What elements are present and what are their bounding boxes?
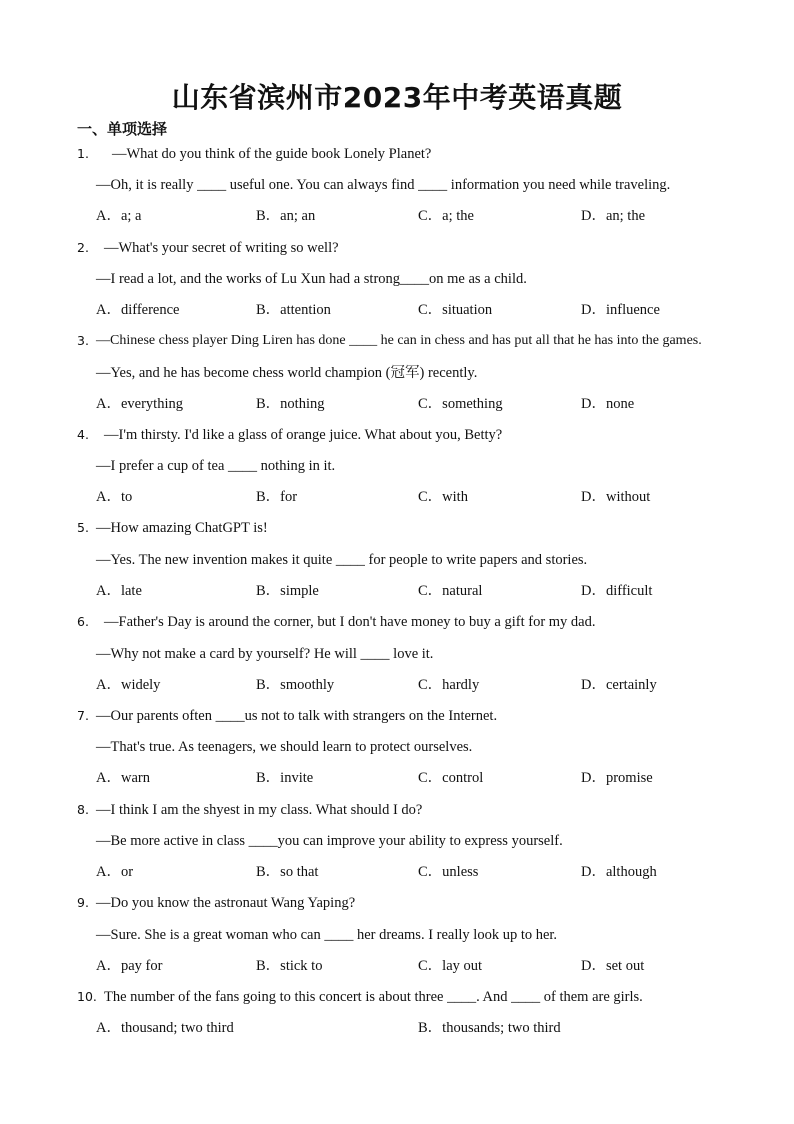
question-number: 6. bbox=[77, 614, 89, 629]
question-text: —I prefer a cup of tea ____ nothing in it. bbox=[96, 458, 336, 474]
option-b[interactable]: B．invite bbox=[256, 770, 314, 786]
option-a[interactable]: A．a; a bbox=[96, 208, 142, 224]
question-text: —Do you know the astronaut Wang Yaping? bbox=[96, 895, 356, 911]
question-text: —That's true. As teenagers, we should learn to protect ourselves. bbox=[96, 739, 473, 755]
question-text: —What's your secret of writing so well? bbox=[104, 240, 339, 256]
page-title: 山东省滨州市2023年中考英语真题 bbox=[171, 81, 623, 114]
question-number: 4. bbox=[77, 427, 89, 442]
option-c[interactable]: C．something bbox=[418, 396, 503, 412]
option-c[interactable]: C．with bbox=[418, 489, 468, 505]
question-text: —Sure. She is a great woman who can ____ her dreams. I really look up to her. bbox=[96, 927, 558, 943]
question-text: —Father's Day is around the corner, but I don't have money to buy a gift for my dad. bbox=[104, 614, 596, 630]
question-number: 7. bbox=[77, 708, 89, 723]
question-text: —I think I am the shyest in my class. What should I do? bbox=[96, 802, 423, 818]
option-d[interactable]: D．promise bbox=[581, 770, 653, 786]
question-number: 8. bbox=[77, 802, 89, 817]
section-heading: 一、单项选择 bbox=[77, 120, 168, 138]
option-b[interactable]: B．attention bbox=[256, 302, 331, 318]
option-d[interactable]: D．certainly bbox=[581, 677, 657, 693]
option-a[interactable]: A．late bbox=[96, 583, 142, 599]
question-number: 3. bbox=[77, 333, 89, 348]
question-number: 10. bbox=[77, 989, 97, 1004]
question-text: —I'm thirsty. I'd like a glass of orange juice. What about you, Betty? bbox=[104, 427, 503, 443]
option-a[interactable]: A．pay for bbox=[96, 958, 163, 974]
option-c[interactable]: C．control bbox=[418, 770, 484, 786]
option-a[interactable]: A．everything bbox=[96, 396, 183, 412]
option-c[interactable]: C．situation bbox=[418, 302, 493, 318]
option-d[interactable]: D．difficult bbox=[581, 583, 653, 599]
question-text: —What do you think of the guide book Lonely Planet? bbox=[112, 146, 432, 162]
question-text: —Chinese chess player Ding Liren has done ____ he can in chess and has put all that he has into the games. bbox=[96, 333, 702, 348]
option-b[interactable]: B．nothing bbox=[256, 396, 325, 412]
option-a[interactable]: A．thousand; two third bbox=[96, 1020, 234, 1036]
option-b[interactable]: B．stick to bbox=[256, 958, 323, 974]
option-b[interactable]: B．simple bbox=[256, 583, 319, 599]
option-d[interactable]: D．although bbox=[581, 864, 657, 880]
option-d[interactable]: D．none bbox=[581, 396, 635, 412]
option-c[interactable]: C．hardly bbox=[418, 677, 480, 693]
question-text: —Why not make a card by yourself? He will ____ love it. bbox=[96, 646, 434, 662]
option-a[interactable]: A．widely bbox=[96, 677, 161, 693]
question-number: 2. bbox=[77, 240, 89, 255]
option-a[interactable]: A．to bbox=[96, 489, 133, 505]
option-d[interactable]: D．set out bbox=[581, 958, 645, 974]
question-text: —Yes, and he has become chess world champion (冠军) recently. bbox=[96, 365, 478, 381]
option-a[interactable]: A．difference bbox=[96, 302, 180, 318]
option-d[interactable]: D．without bbox=[581, 489, 651, 505]
option-c[interactable]: C．unless bbox=[418, 864, 479, 880]
question-text: —Oh, it is really ____ useful one. You can always find ____ information you need while traveling. bbox=[96, 177, 671, 193]
option-a[interactable]: A．or bbox=[96, 864, 134, 880]
option-b[interactable]: B．an; an bbox=[256, 208, 316, 224]
option-b[interactable]: B．for bbox=[256, 489, 298, 505]
question-text: —I read a lot, and the works of Lu Xun had a strong____on me as a child. bbox=[96, 271, 527, 287]
question-text: —How amazing ChatGPT is! bbox=[96, 520, 268, 536]
question-number: 1. bbox=[77, 146, 89, 161]
option-d[interactable]: D．an; the bbox=[581, 208, 646, 224]
question-text: —Our parents often ____us not to talk with strangers on the Internet. bbox=[96, 708, 498, 724]
question-number: 5. bbox=[77, 520, 89, 535]
option-c[interactable]: C．natural bbox=[418, 583, 483, 599]
question-text: —Yes. The new invention makes it quite ____ for people to write papers and stories. bbox=[96, 552, 588, 568]
question-text: —Be more active in class ____you can improve your ability to express yourself. bbox=[96, 833, 563, 849]
option-b[interactable]: B．so that bbox=[256, 864, 319, 880]
option-c[interactable]: C．lay out bbox=[418, 958, 483, 974]
option-a[interactable]: A．warn bbox=[96, 770, 150, 786]
question-text: The number of the fans going to this concert is about three ____. And ____ of them are girls. bbox=[104, 989, 643, 1005]
option-b[interactable]: B．smoothly bbox=[256, 677, 335, 693]
option-c[interactable]: C．a; the bbox=[418, 208, 474, 224]
option-d[interactable]: D．influence bbox=[581, 302, 660, 318]
question-number: 9. bbox=[77, 895, 89, 910]
option-b[interactable]: B．thousands; two third bbox=[418, 1020, 561, 1036]
